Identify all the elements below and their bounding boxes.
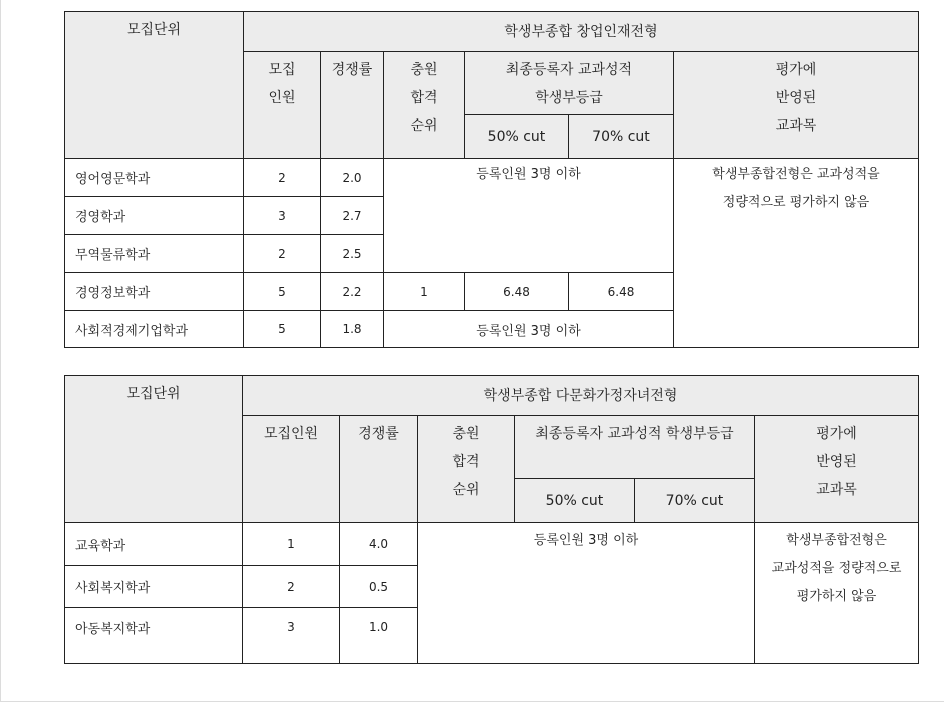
col-cut50-header: 50% cut [515, 479, 635, 523]
recruit-count: 2 [244, 159, 321, 197]
competition-rate: 2.5 [321, 235, 384, 273]
competition-rate: 0.5 [340, 566, 418, 608]
window-left-border [0, 0, 1, 702]
competition-rate: 2.2 [321, 273, 384, 311]
col-rank-header: 충원 합격 순위 [384, 52, 465, 159]
dept-name: 아동복지학과 [65, 608, 243, 664]
admission-table-startup [64, 11, 919, 348]
unit-header: 모집단위 [65, 12, 244, 159]
col-rank-header: 충원 합격 순위 [418, 416, 515, 523]
competition-rate: 1.0 [340, 608, 418, 664]
table-row [65, 523, 919, 566]
col-grade-header: 최종등록자 교과성적 학생부등급 [515, 416, 755, 479]
col-cut70-header: 70% cut [635, 479, 755, 523]
competition-rate: 2.7 [321, 197, 384, 235]
subject-note: 학생부종합전형은 교과성적을 정량적으로 평가하지 않음 [674, 159, 919, 348]
recruit-count: 3 [243, 608, 340, 664]
table-title: 학생부종합 창업인재전형 [244, 12, 919, 52]
registration-note: 등록인원 3명 이하 [384, 311, 674, 348]
col-recruit-header: 모집인원 [243, 416, 340, 523]
cut70-grade: 6.48 [569, 273, 674, 311]
col-subject-header: 평가에 반영된 교과목 [755, 416, 919, 523]
unit-header: 모집단위 [65, 376, 243, 523]
fill-rank: 1 [384, 273, 465, 311]
registration-note: 등록인원 3명 이하 [418, 523, 755, 664]
col-subject-header: 평가에 반영된 교과목 [674, 52, 919, 159]
registration-note: 등록인원 3명 이하 [384, 159, 674, 273]
admission-table-multicultural [64, 375, 919, 664]
dept-name: 사회적경제기업학과 [65, 311, 244, 348]
dept-name: 교육학과 [65, 523, 243, 566]
competition-rate: 4.0 [340, 523, 418, 566]
competition-rate: 1.8 [321, 311, 384, 348]
recruit-count: 1 [243, 523, 340, 566]
col-grade-header: 최종등록자 교과성적 학생부등급 [465, 52, 674, 115]
dept-name: 사회복지학과 [65, 566, 243, 608]
dept-name: 영어영문학과 [65, 159, 244, 197]
col-rate-header: 경쟁률 [321, 52, 384, 159]
dept-name: 경영정보학과 [65, 273, 244, 311]
recruit-count: 5 [244, 273, 321, 311]
col-cut70-header: 70% cut [569, 115, 674, 159]
recruit-count: 5 [244, 311, 321, 348]
recruit-count: 2 [244, 235, 321, 273]
competition-rate: 2.0 [321, 159, 384, 197]
table-title: 학생부종합 다문화가정자녀전형 [243, 376, 919, 416]
recruit-count: 2 [243, 566, 340, 608]
dept-name: 경영학과 [65, 197, 244, 235]
recruit-count: 3 [244, 197, 321, 235]
col-recruit-header: 모집 인원 [244, 52, 321, 159]
cut50-grade: 6.48 [465, 273, 569, 311]
col-rate-header: 경쟁률 [340, 416, 418, 523]
table-row [65, 159, 919, 197]
subject-note: 학생부종합전형은 교과성적을 정량적으로 평가하지 않음 [755, 523, 919, 664]
col-cut50-header: 50% cut [465, 115, 569, 159]
dept-name: 무역물류학과 [65, 235, 244, 273]
